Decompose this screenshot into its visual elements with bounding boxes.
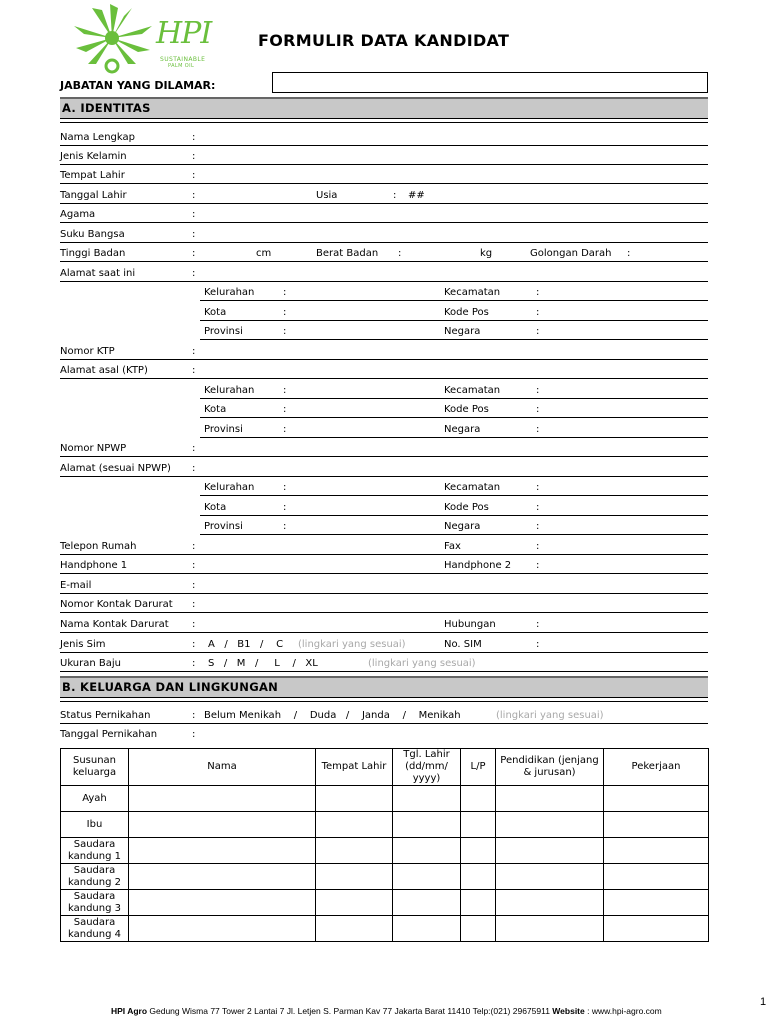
field-alamat-npwp[interactable] (60, 457, 708, 477)
field-nomor-npwp[interactable] (60, 437, 708, 457)
field-telepon-rumah[interactable] (60, 535, 708, 555)
table-cell[interactable] (393, 786, 461, 812)
label-kode-pos: Kode Pos (444, 307, 489, 318)
label-alamat-npwp: Alamat (sesuai NPWP) (60, 463, 171, 474)
page-number: 1 (760, 996, 767, 1008)
label-kecamatan: Kecamatan (444, 385, 501, 396)
row-label: Saudara kandung 2 (61, 864, 129, 890)
colon: : (536, 385, 540, 396)
section-b-header (60, 676, 708, 697)
table-cell[interactable] (461, 838, 496, 864)
field-nama-lengkap[interactable] (60, 126, 708, 146)
table-cell[interactable] (604, 864, 709, 890)
table-cell[interactable] (496, 838, 604, 864)
field-agama[interactable] (60, 203, 708, 223)
table-cell[interactable] (316, 838, 393, 864)
colon: : (192, 710, 196, 721)
label-nama-lengkap: Nama Lengkap (60, 132, 135, 143)
row-label: Ibu (61, 812, 129, 838)
field-status-pernikahan[interactable] (60, 704, 708, 724)
table-cell[interactable] (129, 786, 316, 812)
table-cell[interactable] (604, 890, 709, 916)
colon: : (283, 385, 287, 396)
column-header: Pendidikan (jenjang & jurusan) (496, 749, 604, 786)
label-nomor-ktp: Nomor KTP (60, 346, 115, 357)
label-kelurahan: Kelurahan (204, 385, 255, 396)
row-label: Saudara kandung 1 (61, 838, 129, 864)
label-agama: Agama (60, 209, 96, 220)
label-kelurahan: Kelurahan (204, 482, 255, 493)
field-alamat2-kota[interactable] (200, 398, 708, 418)
column-header: Tgl. Lahir (dd/mm/ yyyy) (393, 749, 461, 786)
colon: : (283, 326, 287, 337)
section-a-divider (60, 118, 708, 123)
field-alamat3-provinsi[interactable] (200, 515, 708, 535)
table-cell[interactable] (129, 838, 316, 864)
colon: : (192, 729, 196, 740)
colon: : (192, 365, 196, 376)
colon: : (192, 346, 196, 357)
column-header: Nama (129, 749, 316, 786)
field-nama-kontak-darurat[interactable] (60, 613, 708, 633)
label-kota: Kota (204, 502, 227, 513)
colon: : (192, 268, 196, 279)
colon: : (192, 190, 196, 201)
row-label: Saudara kandung 3 (61, 890, 129, 916)
colon: : (192, 658, 196, 669)
label-berat-badan: Berat Badan (316, 248, 379, 259)
table-cell[interactable] (496, 916, 604, 942)
label-kecamatan: Kecamatan (444, 482, 501, 493)
colon: : (536, 639, 540, 650)
colon: : (536, 424, 540, 435)
field-suku-bangsa[interactable] (60, 223, 708, 243)
usia-value: ## (408, 190, 425, 201)
table-cell[interactable] (393, 916, 461, 942)
table-cell[interactable] (316, 786, 393, 812)
table-cell[interactable] (461, 890, 496, 916)
colon: : (192, 560, 196, 571)
table-row (61, 786, 709, 812)
field-alamat-asal[interactable] (60, 359, 708, 379)
label-provinsi: Provinsi (204, 521, 243, 532)
section-a-title: A. IDENTITAS (62, 101, 151, 115)
label-nomor-npwp: Nomor NPWP (60, 443, 127, 454)
footer-website[interactable]: : www.hpi-agro.com (584, 1006, 662, 1016)
table-cell[interactable] (316, 916, 393, 942)
label-handphone-2: Handphone 2 (444, 560, 512, 571)
column-header: Susunan keluarga (61, 749, 129, 786)
table-cell[interactable] (393, 890, 461, 916)
label-provinsi: Provinsi (204, 424, 243, 435)
table-cell[interactable] (604, 786, 709, 812)
colon: : (283, 521, 287, 532)
label-kode-pos: Kode Pos (444, 404, 489, 415)
label-kode-pos: Kode Pos (444, 502, 489, 513)
label-kelurahan: Kelurahan (204, 287, 255, 298)
label-nomor-kontak-darurat: Nomor Kontak Darurat (60, 599, 173, 610)
colon: : (192, 132, 196, 143)
section-a-header (60, 97, 708, 118)
table-cell[interactable] (129, 812, 316, 838)
footer-address: Gedung Wisma 77 Tower 2 Lantai 7 Jl. Letjen S. Parman Kav 77 Jakarta Barat 11410 Telp:(021) 29675911 (147, 1006, 553, 1016)
colon: : (398, 248, 402, 259)
section-b-divider (60, 697, 708, 702)
sim-hint: (lingkari yang sesuai) (298, 639, 406, 650)
colon: : (283, 502, 287, 513)
colon: : (536, 482, 540, 493)
label-jenis-kelamin: Jenis Kelamin (60, 151, 127, 162)
colon: : (192, 209, 196, 220)
status-options[interactable]: Belum Menikah / Duda / Janda / Menikah (204, 710, 461, 721)
colon: : (192, 229, 196, 240)
label-alamat-saat-ini: Alamat saat ini (60, 268, 136, 279)
label-kecamatan: Kecamatan (444, 287, 501, 298)
table-cell[interactable] (461, 812, 496, 838)
field-alamat1-kelurahan[interactable] (200, 281, 708, 301)
field-alamat3-kelurahan[interactable] (200, 476, 708, 496)
field-tanggal-lahir[interactable] (60, 184, 708, 204)
table-row (61, 864, 709, 890)
family-table (60, 748, 709, 942)
field-jenis-sim[interactable] (60, 633, 708, 653)
company-logo (72, 4, 212, 76)
colon: : (536, 560, 540, 571)
colon: : (536, 619, 540, 630)
table-cell[interactable] (496, 812, 604, 838)
form-title: FORMULIR DATA KANDIDAT (258, 31, 510, 50)
logo-tagline: SUSTAINABLE (160, 56, 206, 63)
label-golongan-darah: Golongan Darah (530, 248, 612, 259)
table-cell[interactable] (129, 864, 316, 890)
label-negara: Negara (444, 326, 481, 337)
field-nomor-kontak-darurat[interactable] (60, 593, 708, 613)
label-handphone-1: Handphone 1 (60, 560, 128, 571)
label-kota: Kota (204, 404, 227, 415)
table-cell[interactable] (461, 916, 496, 942)
field-alamat-saat-ini[interactable] (60, 262, 708, 282)
table-cell[interactable] (129, 890, 316, 916)
label-telepon-rumah: Telepon Rumah (60, 541, 137, 552)
table-cell[interactable] (393, 838, 461, 864)
label-provinsi: Provinsi (204, 326, 243, 337)
colon: : (192, 248, 196, 259)
colon: : (192, 599, 196, 610)
jabatan-label: JABATAN YANG DILAMAR: (60, 79, 216, 92)
label-ukuran-baju: Ukuran Baju (60, 658, 122, 669)
field-tanggal-pernikahan[interactable] (60, 723, 708, 742)
field-alamat3-kota[interactable] (200, 496, 708, 516)
colon: : (283, 424, 287, 435)
field-nomor-ktp[interactable] (60, 340, 708, 360)
colon: : (192, 580, 196, 591)
field-alamat2-provinsi[interactable] (200, 418, 708, 438)
colon: : (536, 307, 540, 318)
colon: : (536, 287, 540, 298)
table-cell[interactable] (316, 890, 393, 916)
sim-options[interactable]: A / B1 / C (208, 639, 284, 650)
label-tanggal-lahir: Tanggal Lahir (60, 190, 127, 201)
unit-kg: kg (480, 248, 493, 259)
table-cell[interactable] (316, 864, 393, 890)
label-alamat-asal: Alamat asal (KTP) (60, 365, 148, 376)
field-handphone[interactable] (60, 554, 708, 574)
table-cell[interactable] (393, 864, 461, 890)
table-cell[interactable] (461, 786, 496, 812)
table-cell[interactable] (393, 812, 461, 838)
label-tempat-lahir: Tempat Lahir (60, 170, 125, 181)
logo-brand: HPI (156, 16, 212, 51)
colon: : (192, 170, 196, 181)
colon: : (192, 463, 196, 474)
colon: : (192, 541, 196, 552)
label-usia: Usia (316, 190, 338, 201)
table-cell[interactable] (496, 864, 604, 890)
colon: : (283, 482, 287, 493)
status-hint: (lingkari yang sesuai) (496, 710, 604, 721)
field-tinggi-berat[interactable] (60, 242, 708, 262)
colon: : (536, 502, 540, 513)
unit-cm: cm (256, 248, 272, 259)
colon: : (283, 287, 287, 298)
label-fax: Fax (444, 541, 461, 552)
row-label: Saudara kandung 4 (61, 916, 129, 942)
field-alamat1-provinsi[interactable] (200, 320, 708, 340)
table-row (61, 812, 709, 838)
field-tempat-lahir[interactable] (60, 164, 708, 184)
label-suku-bangsa: Suku Bangsa (60, 229, 125, 240)
label-email: E-mail (60, 580, 92, 591)
footer-website-label: Website (552, 1006, 585, 1016)
label-hubungan: Hubungan (444, 619, 496, 630)
table-cell[interactable] (496, 786, 604, 812)
jabatan-input[interactable] (272, 72, 708, 93)
colon: : (192, 443, 196, 454)
logo-tagline-2: PALM OIL (168, 63, 195, 69)
table-cell[interactable] (604, 916, 709, 942)
row-label: Ayah (61, 786, 129, 812)
label-jenis-sim: Jenis Sim (60, 639, 106, 650)
label-negara: Negara (444, 521, 481, 532)
table-row (61, 916, 709, 942)
column-header: L/P (461, 749, 496, 786)
table-row (61, 890, 709, 916)
colon: : (536, 541, 540, 552)
table-cell[interactable] (496, 890, 604, 916)
column-header: Pekerjaan (604, 749, 709, 786)
field-jenis-kelamin[interactable] (60, 145, 708, 165)
label-negara: Negara (444, 424, 481, 435)
colon: : (283, 404, 287, 415)
label-no-sim: No. SIM (444, 639, 482, 650)
colon: : (536, 326, 540, 337)
field-alamat1-kota[interactable] (200, 301, 708, 321)
colon: : (627, 248, 631, 259)
palm-tree-icon (72, 4, 154, 76)
label-status-pernikahan: Status Pernikahan (60, 710, 151, 721)
table-cell[interactable] (461, 864, 496, 890)
table-cell[interactable] (129, 916, 316, 942)
field-alamat2-kelurahan[interactable] (200, 379, 708, 399)
column-header: Tempat Lahir (316, 749, 393, 786)
colon: : (192, 639, 196, 650)
table-cell[interactable] (604, 838, 709, 864)
colon: : (192, 619, 196, 630)
table-row (61, 838, 709, 864)
footer (0, 996, 768, 1016)
field-email[interactable] (60, 574, 708, 594)
table-cell[interactable] (604, 812, 709, 838)
label-nama-kontak-darurat: Nama Kontak Darurat (60, 619, 169, 630)
label-tinggi-badan: Tinggi Badan (60, 248, 126, 259)
colon: : (536, 521, 540, 532)
label-tanggal-pernikahan: Tanggal Pernikahan (60, 729, 158, 740)
colon: : (192, 151, 196, 162)
colon: : (283, 307, 287, 318)
field-ukuran-baju[interactable] (60, 652, 708, 672)
baju-hint: (lingkari yang sesuai) (368, 658, 476, 669)
footer-company: HPI Agro (110, 1006, 148, 1016)
table-header-row (61, 749, 709, 786)
table-cell[interactable] (316, 812, 393, 838)
label-kota: Kota (204, 307, 227, 318)
section-b-title: B. KELUARGA DAN LINGKUNGAN (62, 680, 279, 694)
colon: : (536, 404, 540, 415)
colon: : (393, 190, 397, 201)
baju-options[interactable]: S / M / L / XL (208, 658, 318, 669)
